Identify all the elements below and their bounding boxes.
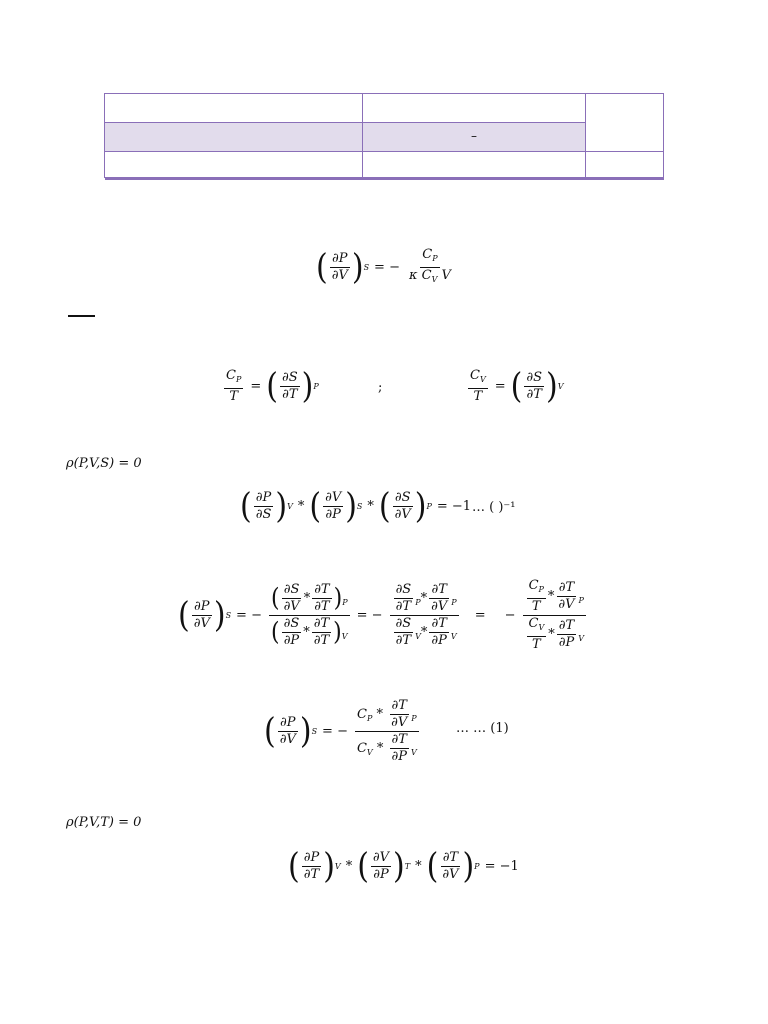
equation-heat-capacity-p: $\frac{C_P}{T}$ = ( $\frac{\partial S}{\partial T}$ ) P: [226, 365, 319, 407]
equation-triple-product-t: ( $\frac{\partial P}{\partial T}$ ) V * ( $\frac{\partial V}{\partial P}$ ) T * ( $\frac{\partial T}{\partial V}$ ) P = −1: [288, 845, 519, 887]
inverse-note: … ( )⁻¹: [472, 500, 516, 515]
equation-heat-capacity-v: $\frac{C_V}{T}$ = ( $\frac{\partial S}{\partial T}$ ) V: [470, 365, 564, 407]
table-divider: [585, 94, 586, 178]
equation-1: ( $\frac{\partial P}{\partial V}$ ) S = − $C_P$ * $\frac{\partial T}{\partial V}$ $_P$ $C_V$ * $\frac{\partial T}{\partial P}$ $_V$: [264, 698, 417, 764]
equation-number: … … (1): [456, 721, 509, 736]
equals-minus: = −: [374, 260, 400, 275]
equals-minus-one: = −1: [484, 859, 519, 874]
section-rule: [68, 315, 95, 317]
table-row: [105, 94, 585, 122]
semicolon: ;: [378, 380, 383, 395]
label-rho-pvs: ρ(P,V,S) = 0: [66, 456, 142, 471]
equation-derivation: ( $\frac{\partial P}{\partial V}$ ) S = − ( $\frac{\partial S}{\partial V}$ * $\frac{\partial T}{\partial T}$ ) $_P$ ( $\frac{\partial S}{\partial P}$ * $\frac{\partial T}{\partial T}$ ) $_V$ = − $\frac{\partial S}{\partial T}$ $_P$* $\frac{\partial T}{\partial V}$ $_P$ $\frac{\partial S}{\partial T}$ $_V$* $\frac{\partial T}{\partial P}$ $_V$ = − $\frac{C_P}{T}$ * $\frac{\partial T}{\partial V}$ $_P$ $\frac{C_V}{T}$ * $\frac{\partial T}{\partial P}$ $_V$: [178, 578, 584, 652]
label-rho-pvt: ρ(P,V,T) = 0: [66, 815, 142, 830]
kappa-symbol: κ: [408, 268, 418, 283]
table-divider: [362, 94, 363, 178]
table-row: [105, 122, 585, 152]
equation-adiabatic-compressibility: ( $\frac{\partial P}{\partial V}$ ) S = − $\frac{C_P}{\kappa C_V V}$: [316, 246, 451, 288]
table-merged-cell: [585, 94, 663, 152]
equals-minus-one: = −1: [436, 499, 472, 514]
header-table: [104, 93, 664, 178]
equation-triple-product-s: ( $\frac{\partial P}{\partial S}$ ) V * ( $\frac{\partial V}{\partial P}$ ) S * ( $\frac{\partial S}{\partial V}$ ) P = −1: [240, 485, 472, 527]
table-cell: –: [471, 129, 477, 143]
table-row: [105, 151, 664, 180]
